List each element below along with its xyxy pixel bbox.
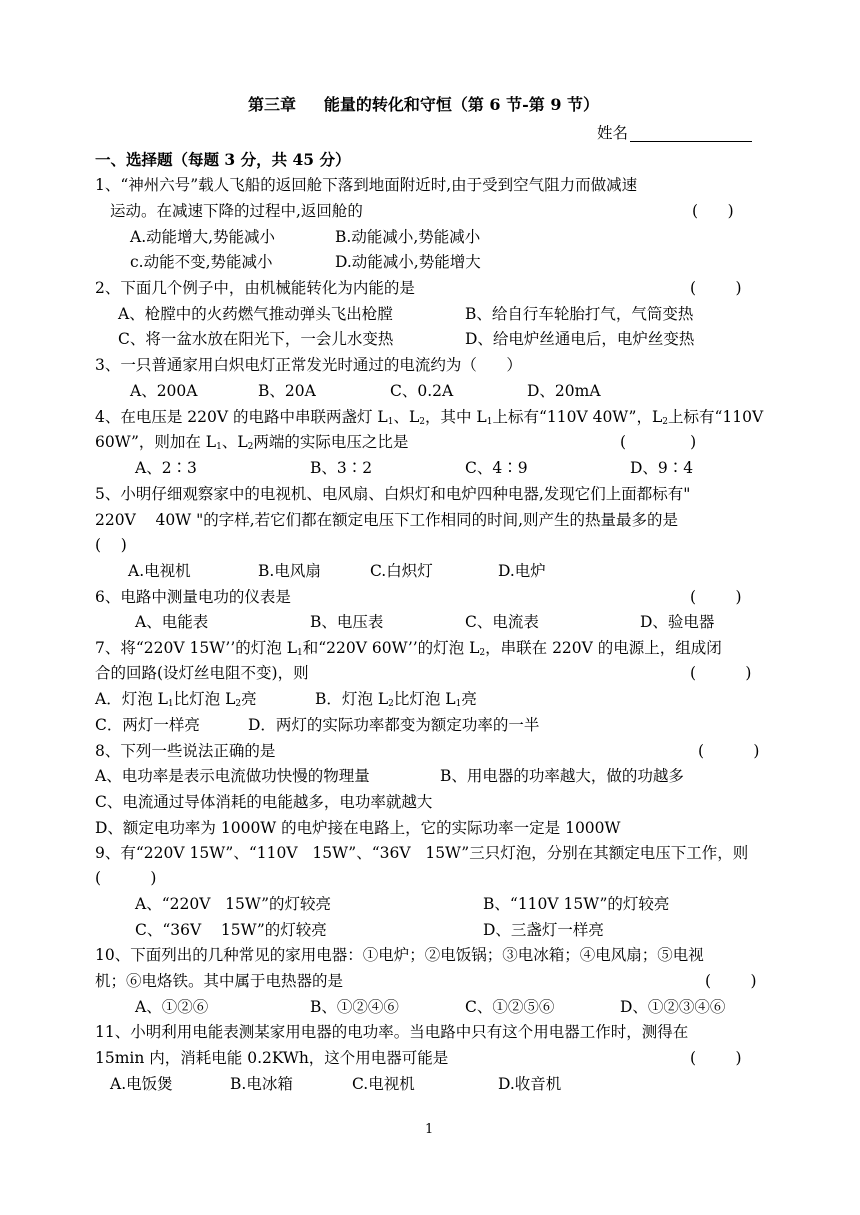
q6-option-d: D、验电器 (640, 613, 715, 631)
q2-answer-paren[interactable]: ( ) (690, 279, 742, 297)
q4-answer-paren[interactable]: ( ) (620, 433, 697, 451)
q3-option-c: C、0.2A (390, 382, 454, 400)
q5-option-d: D.电炉 (498, 562, 546, 580)
q3-stem: 3、一只普通家用白炽电灯正常发光时通过的电流约为（ ） (95, 356, 522, 374)
q4-option-b: B、3∶2 (310, 459, 373, 477)
q10-option-a: A、①②⑥ (135, 998, 209, 1016)
name-blank-line[interactable] (630, 141, 752, 142)
q10-stem-line2: 机；⑥电烙铁。其中属于电热器的是 (95, 972, 344, 990)
q10-answer-paren[interactable]: ( ) (705, 972, 757, 990)
q7-answer-paren[interactable]: ( ) (690, 664, 752, 682)
q7-option-d: D．两灯的实际功率都变为额定功率的一半 (248, 716, 540, 734)
q4-stem-line1: 4、在电压是 220V 的电路中串联两盏灯 $L_1$、$L_2$，其中 $L_1$上标有“110V 40W”，$L_2$上标有“110V (95, 408, 764, 427)
q2-option-b: B、给自行车轮胎打气，气筒变热 (465, 305, 694, 323)
q6-stem: 6、电路中测量电功的仪表是 (95, 588, 291, 606)
q8-option-b: B、用电器的功率越大，做的功越多 (440, 767, 684, 785)
q1-stem-line1: 1、“神州六号”载人飞船的返回舱下落到地面附近时,由于受到空气阻力而做减速 (95, 176, 638, 194)
section-heading: 一、选择题（每题 3 分，共 45 分） (95, 150, 351, 169)
q5-option-a: A.电视机 (128, 562, 191, 580)
q10-option-c: C、①②⑤⑥ (465, 998, 555, 1016)
q3-option-d: D、20mA (527, 382, 601, 400)
q1-option-b: B.动能减小,势能减小 (335, 228, 481, 246)
q4-option-c: C、4∶9 (465, 459, 528, 477)
q11-answer-paren[interactable]: ( ) (690, 1049, 742, 1067)
q5-option-c: C.白炽灯 (370, 562, 433, 580)
q7-stem-line1: 7、将“220V 15W’’的灯泡 $L_1$和“220V 60W’’的灯泡 $L_2$，串联在 220V 的电源上，组成闭 (95, 639, 722, 658)
q1-option-c: c.动能不变,势能减小 (130, 253, 273, 271)
document-title: 第三章 能量的转化和守恒（第 6 节-第 9 节） (248, 95, 600, 114)
q11-option-c: C.电视机 (352, 1075, 415, 1093)
q10-stem-line1: 10、下面列出的几种常见的家用电器：①电炉；②电饭锅；③电冰箱；④电风扇；⑤电视 (95, 946, 704, 964)
q5-stem-line2: 220V 40W "的字样,若它们都在额定电压下工作相同的时间,则产生的热量最多的是 (95, 511, 679, 529)
q3-option-a: A、200A (130, 382, 198, 400)
q9-option-c: C、“36V 15W”的灯较亮 (135, 921, 327, 939)
name-label: 姓名 (597, 124, 629, 142)
q6-option-b: B、电压表 (310, 613, 384, 631)
q8-answer-paren[interactable]: ( ) (698, 742, 760, 760)
q6-answer-paren[interactable]: ( ) (690, 588, 742, 606)
q8-stem: 8、下列一些说法正确的是 (95, 742, 276, 760)
q7-option-c: C．两灯一样亮 (95, 716, 200, 734)
q1-option-d: D.动能减小,势能增大 (335, 253, 481, 271)
q4-option-a: A、2∶3 (135, 459, 197, 477)
q8-option-c: C、电流通过导体消耗的电能越多，电功率就越大 (95, 793, 433, 811)
q5-answer-paren[interactable]: ( ) (95, 536, 127, 554)
q2-option-d: D、给电炉丝通电后，电炉丝变热 (465, 330, 695, 348)
q11-stem-line2: 15min 内，消耗电能 0.2KWh，这个用电器可能是 (95, 1049, 449, 1067)
q2-stem: 2、下面几个例子中，由机械能转化为内能的是 (95, 279, 415, 297)
q3-option-b: B、20A (258, 382, 316, 400)
q8-option-a: A、电功率是表示电流做功快慢的物理量 (95, 767, 370, 785)
q10-option-b: B、①②④⑥ (310, 998, 399, 1016)
q1-option-a: A.动能增大,势能减小 (130, 228, 276, 246)
q2-option-c: C、将一盆水放在阳光下，一会儿水变热 (118, 330, 394, 348)
q9-option-d: D、三盏灯一样亮 (483, 921, 604, 939)
q7-option-a: A．灯泡 $L_1$比灯泡 $L_2$亮 (95, 690, 257, 709)
q9-option-a: A、“220V 15W”的灯较亮 (135, 895, 332, 913)
q11-option-a: A.电饭煲 (110, 1075, 173, 1093)
q11-stem-line1: 11、小明利用电能表测某家用电器的电功率。当电路中只有这个用电器工作时，测得在 (95, 1023, 689, 1041)
q4-option-d: D、9∶4 (630, 459, 694, 477)
q6-option-a: A、电能表 (135, 613, 209, 631)
q8-option-d: D、额定电功率为 1000W 的电炉接在电路上，它的实际功率一定是 1000W (95, 819, 621, 837)
q5-option-b: B.电风扇 (258, 562, 321, 580)
q7-option-b: B．灯泡 $L_2$比灯泡 $L_1$亮 (315, 690, 477, 709)
q9-stem-line1: 9、有“220V 15W”、“110V 15W”、“36V 15W”三只灯泡，分别在其额定电压下工作，则 (95, 844, 749, 862)
q7-stem-line2: 合的回路(设灯丝电阻不变)，则 (95, 664, 309, 682)
page-number: 1 (425, 1122, 434, 1137)
q9-answer-paren[interactable]: ( ) (95, 869, 157, 887)
q9-option-b: B、“110V 15W”的灯较亮 (483, 895, 670, 913)
q6-option-c: C、电流表 (465, 613, 539, 631)
q5-stem-line1: 5、小明仔细观察家中的电视机、电风扇、白炽灯和电炉四种电器,发现它们上面都标有" (95, 485, 691, 503)
q1-answer-paren[interactable]: ( ) (692, 202, 734, 220)
q11-option-d: D.收音机 (498, 1075, 562, 1093)
q4-stem-line2: 60W”，则加在 $L_1$、$L_2$两端的实际电压之比是 (95, 433, 409, 452)
q11-option-b: B.电冰箱 (230, 1075, 293, 1093)
q10-option-d: D、①②③④⑥ (620, 998, 726, 1016)
q1-stem-line2: 运动。在减速下降的过程中,返回舱的 (110, 202, 363, 220)
q2-option-a: A、枪膛中的火药燃气推动弹头飞出枪膛 (118, 305, 393, 323)
